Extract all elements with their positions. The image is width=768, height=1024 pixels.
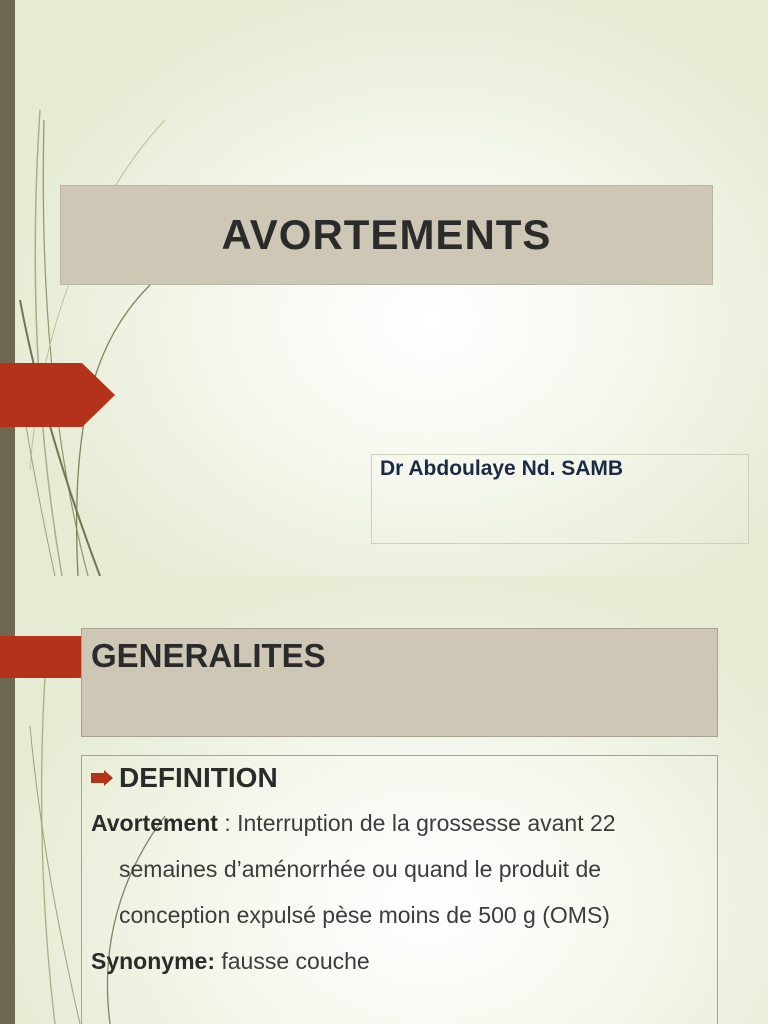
definition-bullet xyxy=(91,762,708,794)
author-name: Dr Abdoulaye Nd. SAMB xyxy=(380,457,624,480)
slide-title-text: AVORTEMENTS xyxy=(221,211,552,258)
slide-generalites xyxy=(0,576,768,1024)
definition-term: Avortement xyxy=(91,810,218,836)
definition-separator: : xyxy=(217,810,238,836)
synonym-text: fausse couche xyxy=(214,948,370,974)
title-box xyxy=(60,185,713,285)
section-heading: GENERALITES xyxy=(91,637,326,674)
definition-paragraph xyxy=(91,800,708,938)
content-box xyxy=(81,755,718,1024)
grass-decoration xyxy=(0,0,200,576)
synonym-line xyxy=(91,938,708,984)
synonym-term: Synonyme: xyxy=(91,948,215,974)
heading-box xyxy=(81,628,718,737)
definition-text: Interruption de la grossesse avant 22 semaines d’aménorrhée ou quand le produit de conception expulsé pèse moins de 500 g (OMS) xyxy=(119,810,616,928)
red-tab-marker xyxy=(0,636,82,678)
author-box xyxy=(371,454,749,544)
arrow-bullet-icon xyxy=(91,770,113,786)
definition-title: DEFINITION xyxy=(119,762,278,793)
